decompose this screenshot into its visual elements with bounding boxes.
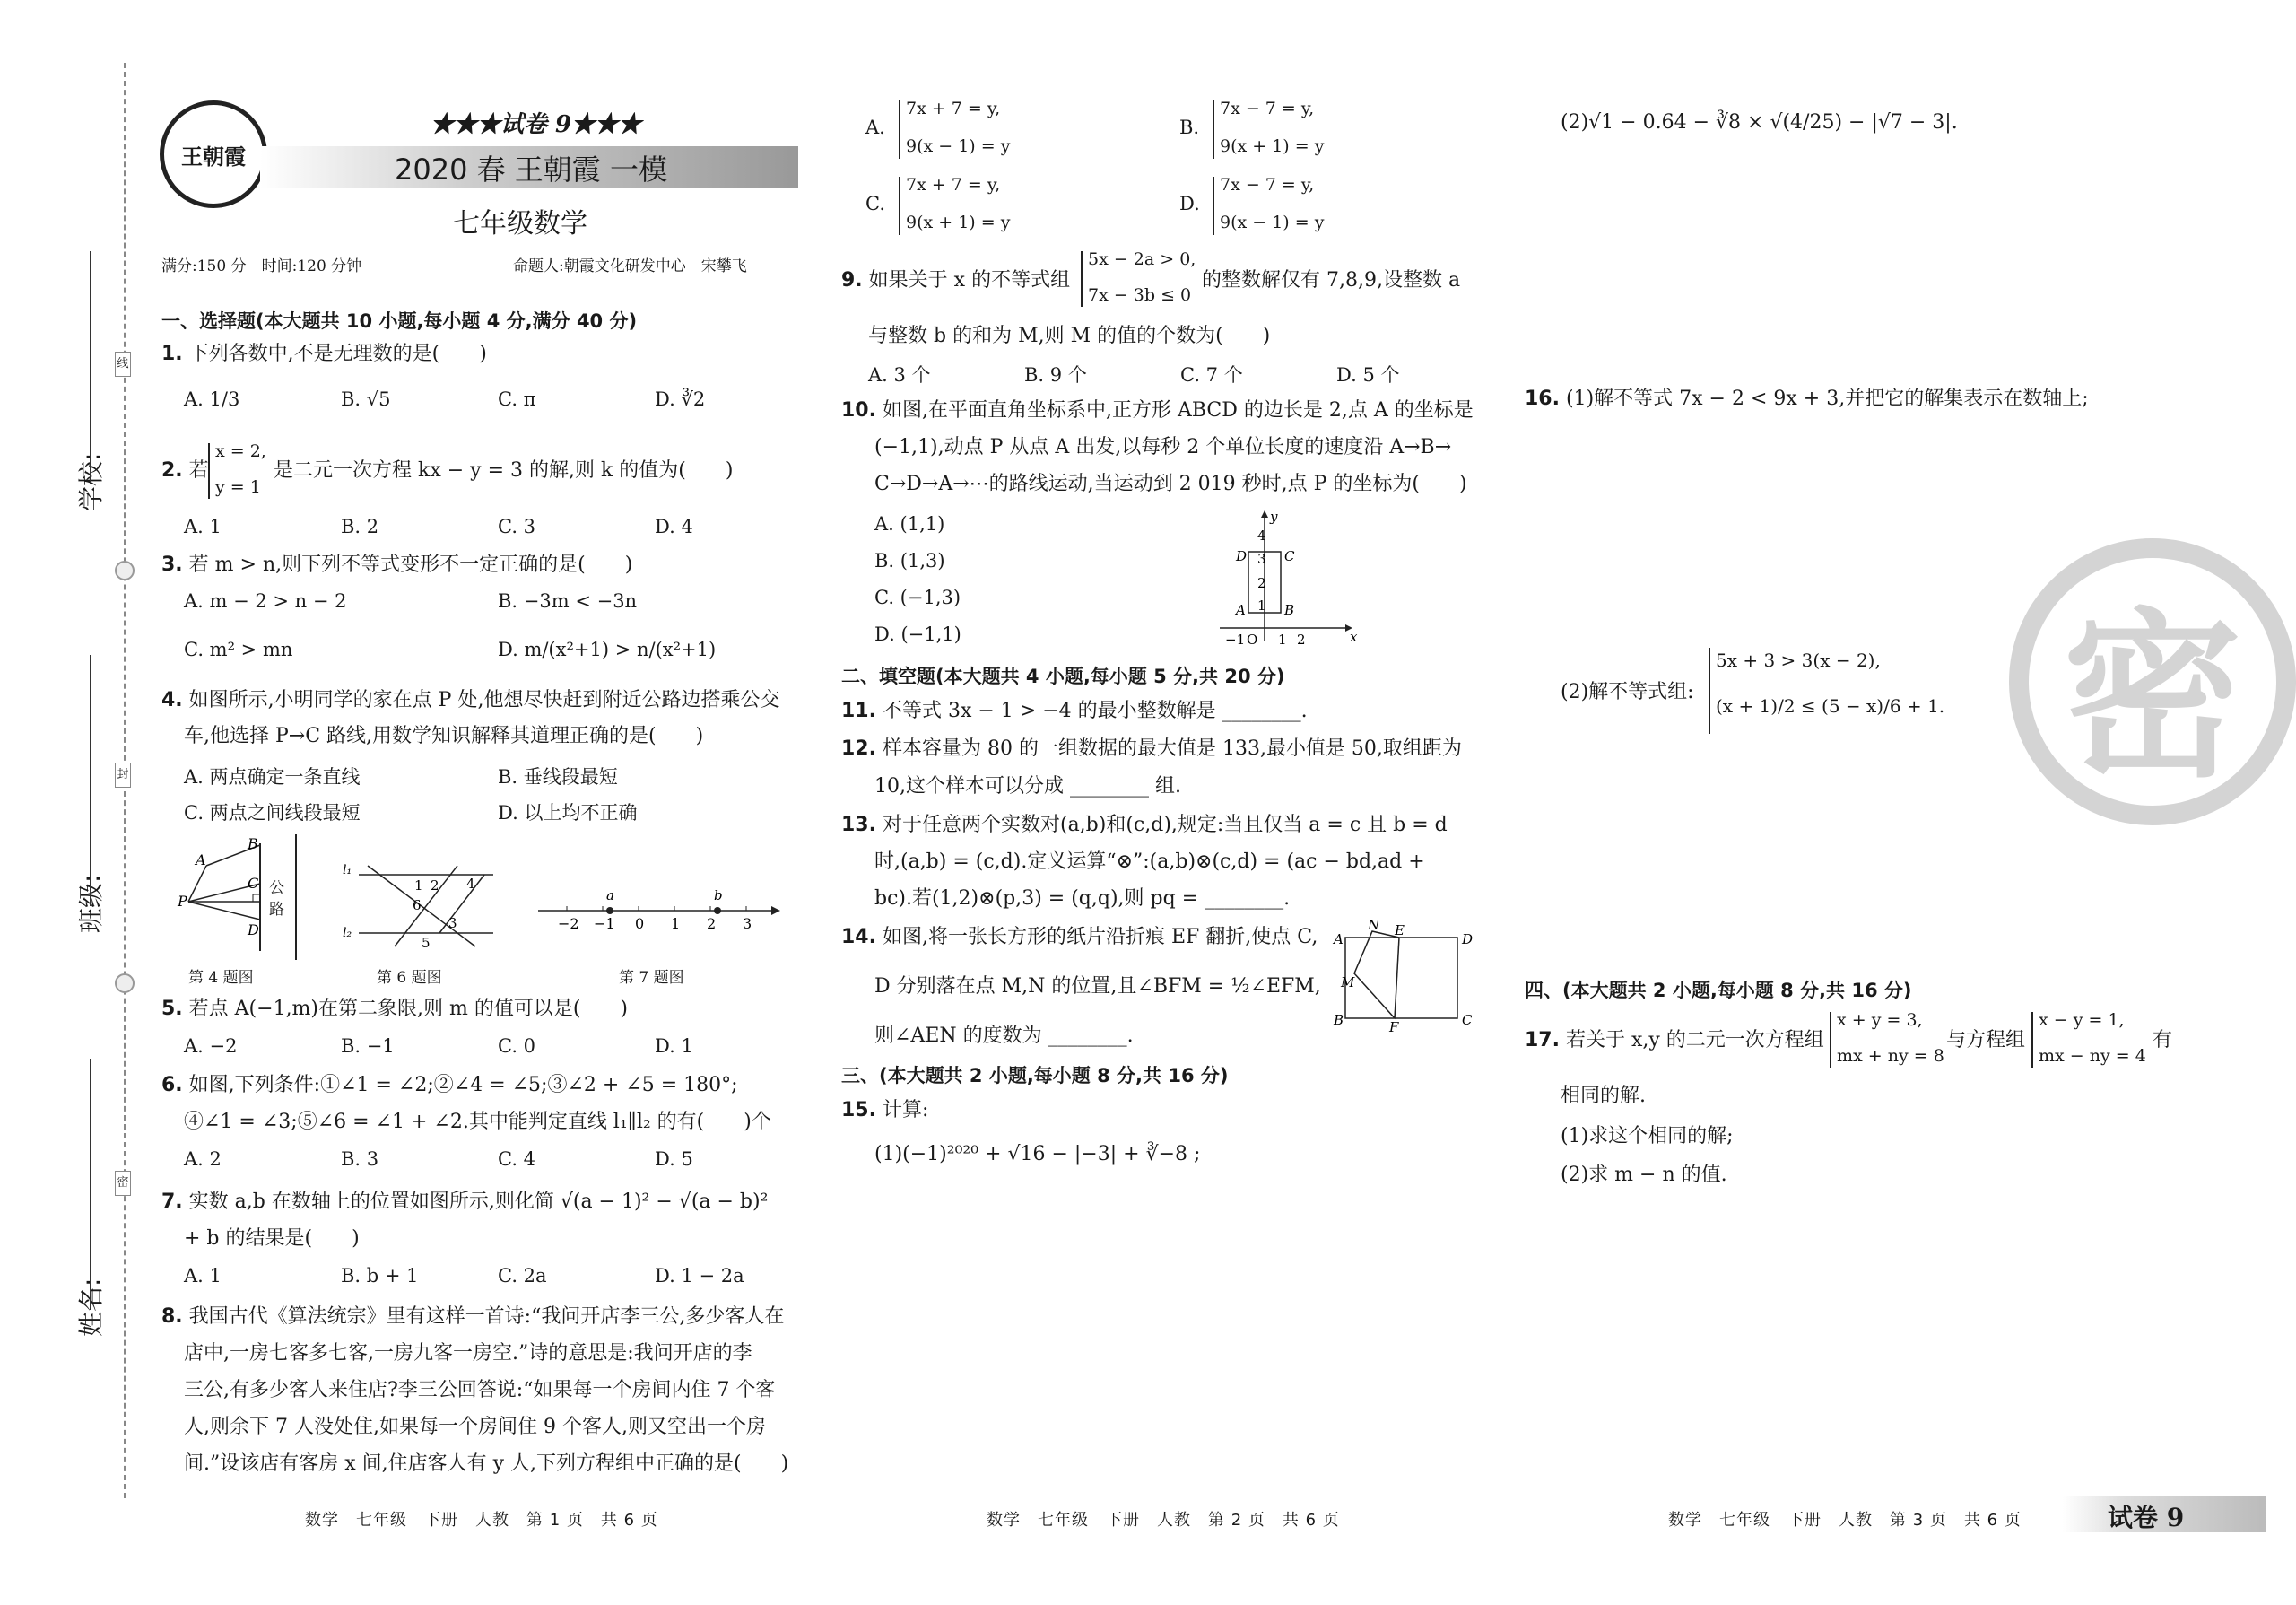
system-line: 9(x − 1) = y	[1220, 213, 1325, 232]
exam-meta-right: 命题人:朝霞文化研发中心 宋攀飞	[513, 257, 747, 275]
svg-text:3: 3	[1257, 551, 1266, 567]
option-c: C. 0	[498, 1035, 536, 1057]
svg-text:y: y	[1270, 509, 1278, 525]
qnum: 15.	[841, 1099, 876, 1121]
option-b: B. 9 个	[1024, 364, 1087, 386]
svg-text:4: 4	[466, 876, 475, 892]
option-c: C. 2a	[498, 1265, 547, 1287]
svg-text:2: 2	[1257, 575, 1266, 591]
option-a: A.	[865, 117, 885, 138]
section-2-heading: 二、填空题(本大题共 4 小题,每小题 5 分,共 20 分)	[841, 666, 1285, 687]
system-line: x = 2,	[215, 441, 266, 461]
qnum: 1.	[161, 343, 183, 365]
qnum: 17.	[1525, 1029, 1560, 1051]
svg-text:2: 2	[707, 915, 717, 932]
question-text: C→D→A→⋯的路线运动,当运动到 2 019 秒时,点 P 的坐标为( )	[874, 473, 1467, 495]
option-c: C. π	[498, 388, 536, 410]
question-text: 相同的解.	[1561, 1085, 1646, 1107]
option-b: B. 3	[341, 1148, 379, 1170]
question-text: (−1,1),动点 P 从点 A 出发,以每秒 2 个单位长度的速度沿 A→B→	[874, 436, 1452, 458]
qnum: 2.	[161, 459, 183, 482]
question-8	[161, 1304, 784, 1330]
seal-line-mark: 线	[115, 352, 131, 377]
option-a: A. 1	[184, 1265, 222, 1287]
option-d: D.	[1179, 193, 1200, 214]
figure-7-caption: 第 7 题图	[619, 969, 684, 987]
school-line	[90, 251, 91, 484]
svg-text:a: a	[606, 887, 614, 903]
question-text: 计算:	[882, 1099, 929, 1121]
svg-text:b: b	[714, 887, 723, 903]
question-text: 人,则余下 7 人没处住,如果每一个房间住 9 个客人,则又空出一个房	[184, 1416, 766, 1438]
svg-text:A: A	[1236, 602, 1246, 618]
question-text: 如果关于 x 的不等式组	[868, 269, 1071, 292]
question-11	[841, 698, 1308, 725]
option-a: A. −2	[184, 1035, 238, 1057]
system-line: 7x − 7 = y,	[1220, 175, 1315, 195]
brace	[899, 177, 900, 235]
option-a: A. 2	[184, 1148, 222, 1170]
svg-text:3: 3	[743, 915, 752, 932]
option-b: B.	[1179, 117, 1200, 138]
svg-text:A: A	[1334, 931, 1344, 947]
question-text: bc).若(1,2)⊗(p,3) = (q,q),则 pq = ________.	[874, 887, 1291, 910]
question-text: 如图,将一张长方形的纸片沿折痕 EF 翻折,使点 C,	[882, 926, 1318, 948]
question-16-part-2: (2)解不等式组:	[1561, 681, 1694, 703]
qnum: 12.	[841, 737, 876, 760]
question-14	[841, 924, 1318, 951]
svg-text:P: P	[178, 893, 187, 910]
option-d: D. 以上均不正确	[498, 802, 638, 824]
question-text: 间.”设该店有客房 x 间,住店客人有 y 人,下列方程组中正确的是( )	[184, 1452, 789, 1475]
question-text: 我国古代《算法统宗》里有这样一首诗:“我问开店李三公,多少客人在	[188, 1305, 785, 1328]
svg-text:D: D	[1462, 931, 1474, 947]
qnum: 16.	[1525, 388, 1560, 410]
system-line: 7x + 7 = y,	[906, 175, 1001, 195]
svg-text:0: 0	[635, 915, 645, 932]
option-d: D. 4	[655, 516, 693, 537]
option-b: B. (1,3)	[874, 550, 945, 571]
option-d: D. 1	[655, 1035, 693, 1057]
question-text: 有	[2152, 1029, 2173, 1051]
svg-text:C: C	[1284, 548, 1295, 564]
stamp-text: 密	[2062, 592, 2242, 802]
question-text: 下列各数中,不是无理数的是( )	[188, 343, 487, 365]
option-b: B. b + 1	[341, 1265, 419, 1287]
binding-hole	[115, 561, 135, 580]
logo	[160, 100, 267, 208]
road-label: 公路	[269, 879, 284, 919]
page-subtitle: 七年级数学	[453, 208, 587, 240]
svg-text:D: D	[1236, 548, 1248, 564]
logo-text: 王朝霞	[181, 143, 246, 170]
question-9	[841, 267, 1070, 294]
system-line: 7x − 3b ≤ 0	[1088, 285, 1192, 305]
svg-text:B: B	[1284, 602, 1295, 618]
qnum: 13.	[841, 814, 876, 836]
qnum: 5.	[161, 998, 183, 1020]
svg-text:B: B	[1334, 1012, 1344, 1028]
question-text: 若关于 x,y 的二元一次方程组	[1565, 1029, 1824, 1051]
qnum: 11.	[841, 700, 876, 722]
footer-page-2: 数学 七年级 下册 人教 第 2 页 共 6 页	[987, 1511, 1340, 1530]
question-text: D 分别落在点 M,N 的位置,且∠BFM = ½∠EFM,	[874, 975, 1321, 998]
system-line: (x + 1)/2 ≤ (5 − x)/6 + 1.	[1716, 695, 1945, 717]
system-line: 9(x + 1) = y	[906, 213, 1011, 232]
binding-margin	[0, 0, 161, 1605]
option-c: C.	[865, 193, 885, 214]
svg-text:4: 4	[1257, 528, 1266, 544]
system-line: 5x − 2a > 0,	[1088, 249, 1196, 269]
brace	[2031, 1012, 2033, 1068]
svg-text:x: x	[1350, 629, 1358, 645]
svg-text:2: 2	[1297, 632, 1306, 648]
option-b: B. √5	[341, 388, 391, 410]
system-line: 7x − 7 = y,	[1220, 99, 1315, 118]
name-label: 姓名:	[76, 1278, 106, 1337]
question-10	[841, 397, 1474, 424]
figure-4	[170, 834, 314, 960]
option-c: C. 7 个	[1180, 364, 1243, 386]
svg-text:A: A	[196, 851, 206, 868]
system-line: mx − ny = 4	[2039, 1046, 2146, 1066]
svg-text:M: M	[1341, 974, 1355, 990]
svg-text:l₂: l₂	[343, 926, 352, 940]
question-17-part-2: (2)求 m − n 的值.	[1561, 1164, 1727, 1186]
option-c: C. 两点之间线段最短	[184, 802, 361, 824]
question-text: + b 的结果是( )	[184, 1227, 360, 1250]
class-label: 班级:	[76, 874, 106, 933]
system-line: mx + ny = 8	[1837, 1046, 1944, 1066]
question-text: ④∠1 = ∠3;⑤∠6 = ∠1 + ∠2.其中能判定直线 l₁∥l₂ 的有( )个	[184, 1111, 771, 1133]
option-a: A. 1	[184, 516, 222, 537]
brace	[1213, 100, 1214, 159]
option-c: C. (−1,3)	[874, 587, 961, 608]
question-text: 则∠AEN 的度数为 ________.	[874, 1025, 1134, 1047]
figure-4-caption: 第 4 题图	[188, 969, 254, 987]
svg-text:B: B	[248, 835, 258, 852]
figure-10	[1211, 507, 1358, 650]
svg-text:1: 1	[1257, 598, 1266, 614]
system-line: y = 1	[215, 477, 261, 497]
svg-text:1: 1	[1278, 632, 1287, 648]
option-c: C. 3	[498, 516, 536, 537]
question-3	[161, 552, 632, 579]
brace	[899, 100, 900, 159]
question-17	[1525, 1027, 1824, 1054]
option-a: A. (1,1)	[874, 513, 945, 535]
seal-seal-mark: 封	[115, 763, 131, 788]
svg-text:O: O	[1247, 632, 1258, 648]
option-d: D. m/(x²+1) > n/(x²+1)	[498, 639, 717, 660]
question-text: 若 m > n,则下列不等式变形不一定正确的是( )	[188, 554, 633, 576]
qnum: 10.	[841, 399, 876, 422]
question-text: 10,这个样本可以分成 ________ 组.	[874, 775, 1181, 798]
watermark-stamp	[2009, 538, 2296, 825]
footer-exam-tag: 试卷 9	[2108, 1503, 2185, 1532]
option-d: D. ∛2	[655, 388, 706, 410]
question-2	[161, 458, 209, 484]
brace	[208, 443, 210, 499]
question-1	[161, 341, 487, 368]
question-15-part-2: (2)√1 − 0.64 − ∛8 × √(4/25) − |√7 − 3|.	[1561, 111, 1958, 134]
figure-6	[341, 861, 502, 951]
qnum: 9.	[841, 269, 863, 292]
qnum: 14.	[841, 926, 876, 948]
question-16	[1525, 386, 2089, 413]
qnum: 4.	[161, 689, 183, 711]
system-line: x + y = 3,	[1837, 1010, 1923, 1030]
question-text: 店中,一房七客多七客,一房九客一房空.”诗的意思是:我问开店的李	[184, 1342, 752, 1365]
svg-text:1: 1	[414, 877, 423, 894]
section-4-heading: 四、(本大题共 2 小题,每小题 8 分,共 16 分)	[1525, 980, 1912, 1001]
question-text: 是二元一次方程 kx − y = 3 的解,则 k 的值为( )	[274, 459, 734, 482]
svg-text:5: 5	[422, 935, 430, 951]
brace	[1213, 177, 1214, 235]
question-text: 实数 a,b 在数轴上的位置如图所示,则化简 √(a − 1)² − √(a − b)²	[188, 1191, 769, 1213]
question-text: 车,他选择 P→C 路线,用数学知识解释其道理正确的是( )	[184, 725, 704, 747]
question-text: 如图所示,小明同学的家在点 P 处,他想尽快赶到附近公路边搭乘公交	[188, 689, 780, 711]
question-text: 与方程组	[1946, 1029, 2026, 1051]
option-b: B. 垂线段最短	[498, 766, 618, 788]
system-line: 9(x + 1) = y	[1220, 136, 1325, 156]
system-line: 5x + 3 > 3(x − 2),	[1716, 650, 1881, 671]
option-c: C. m² > mn	[184, 639, 293, 660]
svg-text:E: E	[1395, 922, 1405, 938]
footer-page-3: 数学 七年级 下册 人教 第 3 页 共 6 页	[1668, 1511, 2022, 1530]
svg-text:D: D	[248, 921, 259, 938]
option-d: D. 5 个	[1336, 364, 1400, 386]
question-4	[161, 687, 779, 714]
question-12	[841, 736, 1462, 763]
section-1-heading: 一、选择题(本大题共 10 小题,每小题 4 分,满分 40 分)	[161, 310, 638, 332]
brace	[1830, 1012, 1831, 1068]
question-text: 时,(a,b) = (c,d).定义运算“⊗”:(a,b)⊗(c,d) = (ac − bd,ad +	[874, 850, 1425, 873]
svg-text:6: 6	[413, 897, 422, 913]
question-text: 若点 A(−1,m)在第二象限,则 m 的值可以是( )	[188, 998, 629, 1020]
qnum: 8.	[161, 1305, 183, 1328]
svg-text:−2: −2	[558, 915, 579, 932]
q8-options	[861, 90, 1489, 251]
system-line: x − y = 1,	[2039, 1010, 2125, 1030]
option-d: D. (−1,1)	[874, 624, 961, 645]
qnum: 7.	[161, 1191, 183, 1213]
option-c: C. 4	[498, 1148, 536, 1170]
svg-text:−1: −1	[594, 915, 615, 932]
school-label: 学校:	[76, 452, 106, 511]
figure-14	[1332, 917, 1474, 1035]
option-d: D. 1 − 2a	[655, 1265, 744, 1287]
question-15-part-1: (1)(−1)²⁰²⁰ + √16 − |−3| + ∛−8 ;	[874, 1143, 1201, 1165]
brace	[1081, 251, 1083, 307]
svg-text:3: 3	[448, 915, 457, 931]
svg-text:−1: −1	[1225, 632, 1246, 648]
seal-secret-mark: 密	[115, 1171, 131, 1196]
question-5	[161, 996, 628, 1023]
option-a: A. 两点确定一条直线	[184, 766, 361, 788]
question-6	[161, 1072, 738, 1099]
name-line	[90, 1059, 91, 1310]
qnum: 3.	[161, 554, 183, 576]
option-a: A. 1/3	[184, 388, 240, 410]
question-text: 对于任意两个实数对(a,b)和(c,d),规定:当且仅当 a = c 且 b = d	[882, 814, 1448, 836]
question-text: 如图,下列条件:①∠1 = ∠2;②∠4 = ∠5;③∠2 + ∠5 = 180°;	[188, 1074, 738, 1096]
question-7	[161, 1189, 768, 1216]
question-13	[841, 812, 1448, 839]
question-text: 样本容量为 80 的一组数据的最大值是 133,最小值是 50,取组距为	[882, 737, 1462, 760]
figure-7	[529, 884, 780, 938]
svg-text:C: C	[1462, 1012, 1473, 1028]
question-text: 不等式 3x − 1 > −4 的最小整数解是 ________.	[882, 700, 1308, 722]
exam-meta-left: 满分:150 分 时间:120 分钟	[161, 257, 362, 275]
brace	[1709, 648, 1710, 734]
svg-text:2: 2	[430, 877, 439, 894]
question-text: 若	[188, 459, 209, 482]
question-text: 如图,在平面直角坐标系中,正方形 ABCD 的边长是 2,点 A 的坐标是	[882, 399, 1474, 422]
option-b: B. −3m < −3n	[498, 590, 638, 612]
option-a: A. 3 个	[868, 364, 931, 386]
svg-text:N: N	[1368, 917, 1380, 933]
question-text: 与整数 b 的和为 M,则 M 的值的个数为( )	[868, 325, 1271, 347]
footer-page-1: 数学 七年级 下册 人教 第 1 页 共 6 页	[305, 1511, 658, 1530]
system-line: 9(x − 1) = y	[906, 136, 1011, 156]
figure-6-caption: 第 6 题图	[377, 969, 442, 987]
question-text: 的整数解仅有 7,8,9,设整数 a	[1202, 269, 1461, 292]
option-a: A. m − 2 > n − 2	[184, 590, 347, 612]
question-15	[841, 1097, 928, 1124]
svg-text:l₁: l₁	[343, 863, 352, 877]
option-b: B. −1	[341, 1035, 395, 1057]
qnum: 6.	[161, 1074, 183, 1096]
series-label: ★★★试卷 9★★★	[430, 111, 642, 138]
class-line	[90, 655, 91, 906]
question-text: 三公,有多少客人来住店?李三公回答说:“如果每一个房间内住 7 个客	[184, 1379, 776, 1401]
option-d: D. 5	[655, 1148, 693, 1170]
svg-text:1: 1	[671, 915, 681, 932]
option-b: B. 2	[341, 516, 379, 537]
question-17-part-1: (1)求这个相同的解;	[1561, 1125, 1734, 1147]
page-title: 2020 春 王朝霞 一模	[395, 153, 667, 187]
binding-hole	[115, 973, 135, 993]
system-line: 7x + 7 = y,	[906, 99, 1001, 118]
svg-text:F: F	[1389, 1019, 1399, 1035]
svg-text:C: C	[248, 875, 259, 892]
question-text: (1)解不等式 7x − 2 < 9x + 3,并把它的解集表示在数轴上;	[1565, 388, 2089, 410]
section-3-heading: 三、(本大题共 2 小题,每小题 8 分,共 16 分)	[841, 1065, 1229, 1086]
